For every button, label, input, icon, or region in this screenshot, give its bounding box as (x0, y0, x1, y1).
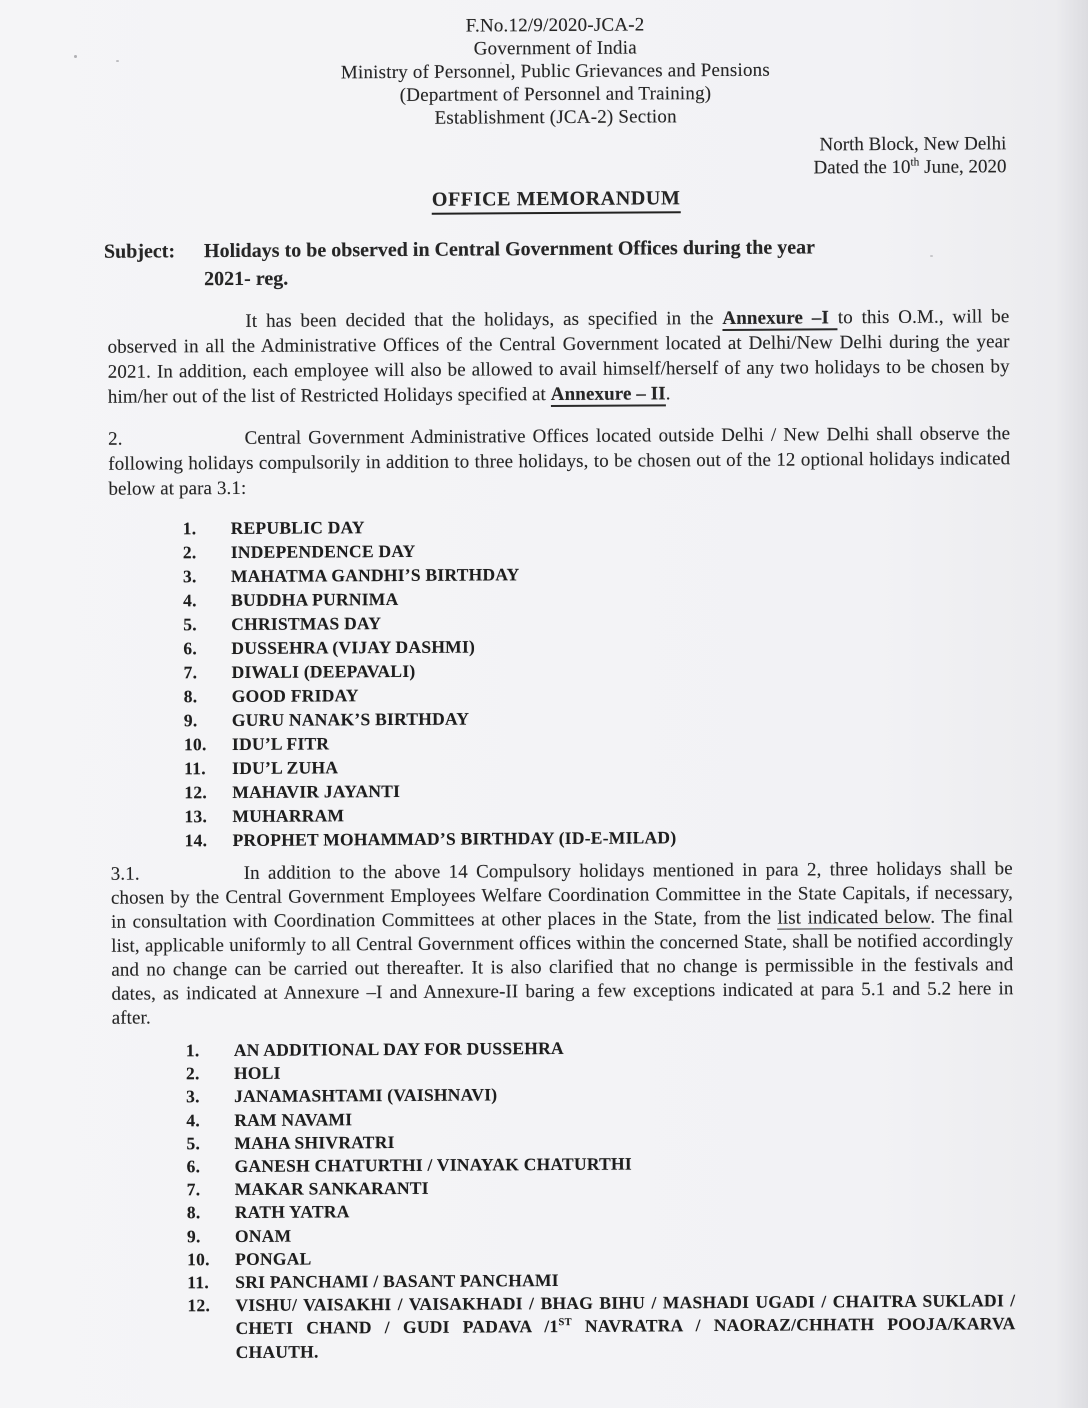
compulsory-holidays-list (183, 511, 1013, 852)
item-text: GOOD FRIDAY (231, 685, 359, 706)
item-text: DUSSEHRA (VIJAY DASHMI) (231, 636, 476, 658)
item-number: 8. (186, 1202, 201, 1223)
item-number: 4. (183, 590, 197, 611)
paragraph-2 (108, 421, 1010, 502)
org-line-department: (Department of Personnel and Training) (399, 83, 712, 106)
org-line-section: Establishment (JCA-2) Section (434, 106, 677, 129)
para31-text-a: In addition to the above 14 Compulsory holidays mentioned in para 2, three holidays shall be chosen by the Central Government Employees Welfare Coordination Committee in the State Capitals, if necessary, in consultation with Coordination Committees at other places in the State, from the (110, 858, 1013, 933)
item-number: 8. (183, 686, 198, 707)
scan-speck (74, 55, 77, 58)
item-text: AN ADDITIONAL DAY FOR DUSSEHRA (233, 1037, 564, 1060)
date-suffix: June, 2020 (919, 156, 1007, 178)
memorandum-title-wrap (104, 185, 1009, 217)
paragraph-3-1 (111, 857, 1014, 1031)
item-number: 9. (183, 710, 198, 731)
document-content (103, 11, 1016, 1364)
item-12-ordinal-superscript: ST (558, 1317, 572, 1329)
para2-number: 2. (108, 428, 123, 450)
date-ordinal-superscript: th (910, 156, 920, 169)
item-text: CHRISTMAS DAY (231, 613, 382, 634)
item-text: IDU’L FITR (231, 733, 330, 754)
item-number: 11. (184, 758, 206, 779)
item-number: 10. (187, 1248, 210, 1270)
place-line: North Block, New Delhi (819, 133, 1007, 156)
para2-number-gap (123, 444, 245, 445)
item-text (235, 1289, 1015, 1363)
para1-text-b: to this O.M., will be observed in all the Administrative Offices of the Central Government located at Delhi/New Delhi during the year 2021. In addition, each employee will also be allowed to avail himself/herself of any two holidays to be chosen by him/her out of the list of Restricted Holidays specified at (107, 306, 1010, 408)
para31-number: 3.1. (110, 863, 140, 885)
date-line (103, 155, 1006, 184)
item-number: 2. (185, 1063, 200, 1084)
subject-text (204, 232, 1009, 293)
item-text: RAM NAVAMI (234, 1108, 353, 1130)
item-text: MAKAR SANKARANTI (234, 1178, 429, 1200)
item-number: 4. (186, 1109, 200, 1130)
subject-label: Subject: (103, 240, 176, 263)
item-text: GANESH CHATURTHI / VINAYAK CHATURTHI (234, 1153, 633, 1177)
item-number: 10. (183, 734, 207, 755)
annexure-2-reference: Annexure – II (550, 383, 666, 406)
item-text: SRI PANCHAMI / BASANT PANCHAMI (235, 1270, 559, 1293)
item-number: 12. (184, 782, 207, 803)
para1-text-c: . (665, 383, 671, 405)
item-text: PONGAL (235, 1248, 312, 1269)
annexure-1-reference: Annexure –I (722, 307, 838, 329)
place-date-block (103, 132, 1008, 184)
paragraph-1 (107, 304, 1010, 410)
item-number: 12. (187, 1295, 211, 1316)
item-text: RATH YATRA (234, 1201, 350, 1223)
item-text: BUDDHA PURNIMA (231, 588, 399, 610)
item-text: IDU’L ZUHA (232, 757, 339, 778)
optional-holidays-list (186, 1034, 1016, 1364)
file-number: F.No.12/9/2020-JCA-2 (465, 14, 645, 37)
item-12-text-a: VISHU/ VAISAKHI / VAISAKHADI / BHAG BIHU / MASHADI UGADI / CHAITRA SUKLADI / CHETI CHAND / GUDI PADAVA /1 (235, 1290, 1016, 1339)
item-number: 3. (182, 566, 197, 587)
subject-line-2: 2021- reg. (204, 267, 289, 291)
document-header (103, 11, 1009, 132)
item-number: 2. (182, 542, 197, 563)
memorandum-title: OFFICE MEMORANDUM (432, 187, 681, 215)
item-text: MAHA SHIVRATRI (234, 1131, 395, 1153)
scan-speck (930, 255, 933, 257)
item-number: 1. (185, 1040, 200, 1061)
item-number: 11. (187, 1272, 210, 1293)
item-text: JANAMASHTAMI (VAISHNAVI) (234, 1084, 498, 1107)
item-text: MAHATMA GANDHI’S BIRTHDAY (230, 564, 520, 586)
scan-speck (500, 62, 502, 64)
item-text: MUHARRAM (232, 805, 345, 826)
para2-text: Central Government Administrative Offices located outside Delhi / New Delhi shall observe the following holidays compulsorily in addition to three holidays, to be chosen out of the 12 optional holidays indicated below at para 3.1: (108, 423, 1011, 500)
item-number: 1. (182, 518, 197, 539)
item-text: DIWALI (DEEPAVALI) (231, 660, 416, 682)
item-number: 13. (184, 806, 208, 827)
item-text: REPUBLIC DAY (230, 517, 365, 538)
para31-text-b: . The final list, applicable uniformly to all Central Government offices within the concerned State, shall be notified accordingly and no change can be carried out thereafter. It is also clarified that no change is permissible in the festivals and dates, as indicated at Annexure –I and Annexure-II baring a few exceptions indicated at para 5.1 and 5.2 here in after. (111, 906, 1014, 1029)
org-line-government: Government of India (473, 37, 637, 60)
list-indicated-below-underlined: list indicated below (777, 906, 931, 929)
para31-number-gap (140, 879, 244, 880)
subject-line-1: Holidays to be observed in Central Government Offices during the year (203, 236, 816, 263)
list-item (184, 823, 1012, 852)
item-text: INDEPENDENCE DAY (230, 540, 416, 562)
item-number: 7. (186, 1179, 201, 1200)
item-text: PROPHET MOHAMMAD’S BIRTHDAY (ID-E-MILAD) (232, 827, 677, 850)
item-number: 5. (183, 614, 197, 635)
item-text: ONAM (234, 1225, 292, 1246)
item-text: GURU NANAK’S BIRTHDAY (231, 708, 470, 730)
para1-text-a: It has been decided that the holidays, as specified in the (245, 307, 723, 332)
list-item (187, 1289, 1015, 1364)
subject-block (104, 232, 1009, 294)
item-number: 9. (186, 1225, 201, 1246)
item-number: 5. (186, 1133, 201, 1154)
item-text: MAHAVIR JAYANTI (232, 780, 401, 802)
item-12-text-b: NAVRATRA / NAORAZ/CHHATH POOJA/KARVA CHAUTH. (235, 1313, 1016, 1362)
item-number: 6. (186, 1156, 201, 1177)
item-number: 3. (186, 1086, 200, 1107)
item-number: 7. (183, 662, 198, 683)
item-number: 6. (183, 638, 198, 659)
org-line-ministry: Ministry of Personnel, Public Grievances and Pensions (340, 59, 770, 84)
scan-speck (116, 60, 119, 62)
item-number: 14. (184, 830, 208, 851)
item-text: HOLI (233, 1062, 281, 1084)
date-prefix: Dated the 10 (813, 156, 911, 179)
